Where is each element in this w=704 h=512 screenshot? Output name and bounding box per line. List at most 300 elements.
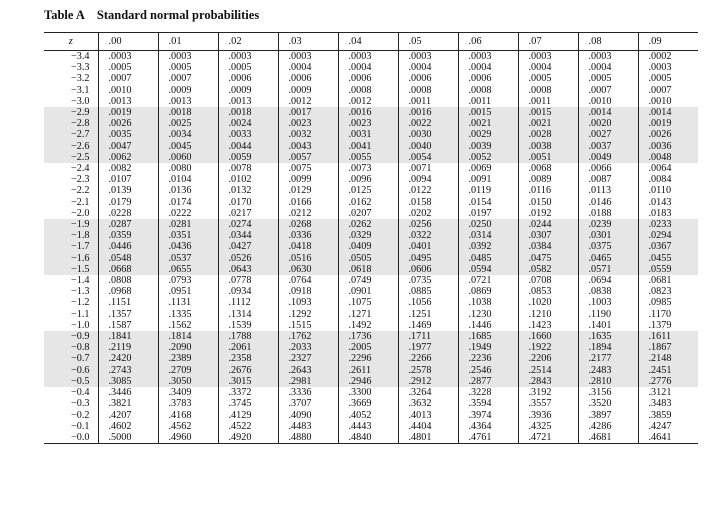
- probability-cell: .0104: [158, 174, 218, 185]
- probability-cell: .1112: [218, 297, 278, 308]
- probability-cell: .0041: [338, 141, 398, 152]
- probability-cell: .1210: [518, 309, 578, 320]
- z-value-cell: −2.4: [71, 163, 90, 175]
- probability-cell: .0010: [98, 85, 158, 96]
- probability-cell: .0475: [518, 253, 578, 264]
- probability-cell: .0008: [398, 85, 458, 96]
- probability-cell: .0823: [638, 286, 698, 297]
- probability-cell: .3156: [578, 387, 638, 398]
- z-value-cell: −1.7: [44, 241, 98, 252]
- probability-cell: .1335: [158, 309, 218, 320]
- probability-cell: .3336: [278, 387, 338, 398]
- probability-cell: .0005: [578, 73, 638, 84]
- z-value-cell: −3.2: [71, 73, 90, 85]
- probability-cell: .0008: [458, 85, 518, 96]
- table-row: [44, 73, 698, 84]
- table-row: [44, 421, 698, 432]
- z-value-cell: −1.4: [71, 275, 90, 287]
- probability-cell: .4325: [518, 421, 578, 432]
- probability-cell: .1131: [158, 297, 218, 308]
- probability-cell: .0071: [398, 163, 458, 174]
- probability-cell: .0023: [338, 118, 398, 129]
- probability-cell: .1922: [518, 342, 578, 353]
- probability-cell: .0005: [158, 62, 218, 73]
- probability-cell: .0170: [218, 197, 278, 208]
- probability-cell: .0021: [458, 118, 518, 129]
- probability-cell: .0055: [338, 152, 398, 163]
- probability-cell: .3409: [158, 387, 218, 398]
- probability-cell: .0559: [638, 264, 698, 275]
- z-value-cell: −2.8: [44, 118, 98, 129]
- table-row: [44, 342, 698, 353]
- column-header: .09: [638, 33, 698, 51]
- probability-cell: .1788: [218, 331, 278, 342]
- probability-cell: .0294: [638, 230, 698, 241]
- probability-cell: .0048: [638, 152, 698, 163]
- probability-cell: .0075: [278, 163, 338, 174]
- probability-cell: .0014: [578, 107, 638, 118]
- probability-cell: .0019: [98, 107, 158, 118]
- probability-cell: .0003: [158, 51, 218, 63]
- probability-cell: .0233: [638, 219, 698, 230]
- probability-cell: .2912: [398, 376, 458, 387]
- z-value-cell: −0.0: [44, 432, 98, 444]
- probability-cell: .3372: [218, 387, 278, 398]
- probability-cell: .0526: [218, 253, 278, 264]
- probability-cell: .4840: [338, 432, 398, 444]
- table-row: [44, 152, 698, 163]
- probability-cell: .0013: [218, 96, 278, 107]
- probability-cell: .2611: [338, 365, 398, 376]
- probability-cell: .0985: [638, 297, 698, 308]
- probability-cell: .0314: [458, 230, 518, 241]
- probability-cell: .3192: [518, 387, 578, 398]
- table-row: [44, 286, 698, 297]
- probability-cell: .1685: [458, 331, 518, 342]
- probability-cell: .0030: [398, 129, 458, 140]
- probability-cell: .3859: [638, 410, 698, 421]
- table-row: [44, 185, 698, 196]
- probability-cell: .0025: [158, 118, 218, 129]
- probability-cell: .0427: [218, 241, 278, 252]
- probability-cell: .0008: [338, 85, 398, 96]
- probability-cell: .3015: [218, 376, 278, 387]
- column-header: .04: [338, 33, 398, 51]
- probability-cell: .0073: [338, 163, 398, 174]
- probability-cell: .0007: [578, 85, 638, 96]
- probability-cell: .0018: [218, 107, 278, 118]
- probability-cell: .0465: [578, 253, 638, 264]
- probability-cell: .1357: [98, 309, 158, 320]
- probability-cell: .2843: [518, 376, 578, 387]
- probability-cell: .0367: [638, 241, 698, 252]
- table-row: [44, 365, 698, 376]
- probability-cell: .2358: [218, 353, 278, 364]
- probability-cell: .1562: [158, 320, 218, 331]
- probability-cell: .0329: [338, 230, 398, 241]
- probability-cell: .0033: [218, 129, 278, 140]
- probability-cell: .2177: [578, 353, 638, 364]
- probability-cell: .0107: [98, 174, 158, 185]
- probability-cell: .0027: [578, 129, 638, 140]
- table-row: [44, 208, 698, 219]
- probability-cell: .0571: [578, 264, 638, 275]
- probability-cell: .0004: [338, 62, 398, 73]
- header-row: [44, 33, 698, 51]
- probability-cell: .1401: [578, 320, 638, 331]
- column-header: .06: [458, 33, 518, 51]
- probability-cell: .3897: [578, 410, 638, 421]
- probability-cell: .0934: [218, 286, 278, 297]
- probability-cell: .0188: [578, 208, 638, 219]
- probability-cell: .3557: [518, 398, 578, 409]
- probability-cell: .0078: [218, 163, 278, 174]
- probability-cell: .0015: [518, 107, 578, 118]
- probability-cell: .0222: [158, 208, 218, 219]
- column-header: .03: [278, 33, 338, 51]
- probability-cell: .0010: [578, 96, 638, 107]
- probability-cell: .1515: [278, 320, 338, 331]
- probability-cell: .0166: [278, 197, 338, 208]
- probability-cell: .1151: [98, 297, 158, 308]
- probability-cell: .3594: [458, 398, 518, 409]
- table-row: [44, 241, 698, 252]
- probability-cell: .0618: [338, 264, 398, 275]
- probability-cell: .4681: [578, 432, 638, 444]
- probability-cell: .0005: [98, 62, 158, 73]
- probability-cell: .2810: [578, 376, 638, 387]
- z-value-cell: −0.9: [44, 331, 98, 342]
- probability-cell: .1635: [578, 331, 638, 342]
- probability-cell: .3446: [98, 387, 158, 398]
- probability-cell: .2420: [98, 353, 158, 364]
- probability-cell: .0060: [158, 152, 218, 163]
- table-row: [44, 297, 698, 308]
- z-value-cell: −1.6: [44, 253, 98, 264]
- probability-cell: .4522: [218, 421, 278, 432]
- probability-cell: .0016: [338, 107, 398, 118]
- probability-cell: .3121: [638, 387, 698, 398]
- probability-cell: .0968: [98, 286, 158, 297]
- probability-cell: .1020: [518, 297, 578, 308]
- probability-cell: .0007: [638, 85, 698, 96]
- probability-cell: .0287: [98, 219, 158, 230]
- probability-cell: .0392: [458, 241, 518, 252]
- probability-cell: .1894: [578, 342, 638, 353]
- probability-cell: .2643: [278, 365, 338, 376]
- probability-cell: .0721: [458, 275, 518, 286]
- probability-cell: .0250: [458, 219, 518, 230]
- probability-cell: .1711: [398, 331, 458, 342]
- probability-cell: .0057: [278, 152, 338, 163]
- probability-cell: .0154: [458, 197, 518, 208]
- probability-cell: .3264: [398, 387, 458, 398]
- probability-cell: .0096: [338, 174, 398, 185]
- column-header: .08: [578, 33, 638, 51]
- probability-cell: .0004: [518, 62, 578, 73]
- probability-cell: .0014: [638, 107, 698, 118]
- probability-cell: .0197: [458, 208, 518, 219]
- probability-cell: .0336: [278, 230, 338, 241]
- probability-cell: .0207: [338, 208, 398, 219]
- probability-cell: .1056: [398, 297, 458, 308]
- probability-cell: .0244: [518, 219, 578, 230]
- probability-cell: .0035: [98, 129, 158, 140]
- probability-cell: .0022: [398, 118, 458, 129]
- probability-cell: .0044: [218, 141, 278, 152]
- probability-cell: .0032: [278, 129, 338, 140]
- probability-cell: .0351: [158, 230, 218, 241]
- probability-cell: .0003: [98, 51, 158, 63]
- probability-cell: .0099: [278, 174, 338, 185]
- probability-cell: .2327: [278, 353, 338, 364]
- z-value-cell: −0.8: [44, 342, 98, 353]
- probability-cell: .0043: [278, 141, 338, 152]
- probability-cell: .0004: [278, 62, 338, 73]
- probability-cell: .1230: [458, 309, 518, 320]
- probability-cell: .2743: [98, 365, 158, 376]
- probability-cell: .4641: [638, 432, 698, 444]
- probability-cell: .3050: [158, 376, 218, 387]
- probability-cell: .0034: [158, 129, 218, 140]
- probability-cell: .0418: [278, 241, 338, 252]
- z-value-cell: −0.1: [71, 420, 90, 432]
- probability-cell: .0446: [98, 241, 158, 252]
- probability-cell: .0606: [398, 264, 458, 275]
- probability-cell: .1660: [518, 331, 578, 342]
- probability-cell: .0031: [338, 129, 398, 140]
- z-value-cell: −1.2: [71, 297, 90, 309]
- probability-cell: .2061: [218, 342, 278, 353]
- probability-cell: .0009: [218, 85, 278, 96]
- probability-cell: .2981: [278, 376, 338, 387]
- probability-cell: .1469: [398, 320, 458, 331]
- probability-cell: .0778: [218, 275, 278, 286]
- probability-cell: .1379: [638, 320, 698, 331]
- table-body: [44, 51, 698, 444]
- probability-cell: .3300: [338, 387, 398, 398]
- probability-cell: .4404: [398, 421, 458, 432]
- probability-cell: .0020: [578, 118, 638, 129]
- probability-cell: .0003: [338, 51, 398, 63]
- probability-cell: .4483: [278, 421, 338, 432]
- probability-cell: .0129: [278, 185, 338, 196]
- probability-cell: .0015: [458, 107, 518, 118]
- probability-cell: .0054: [398, 152, 458, 163]
- probability-cell: .0006: [458, 73, 518, 84]
- probability-cell: .0485: [458, 253, 518, 264]
- table-row: [44, 410, 698, 421]
- column-header: .02: [218, 33, 278, 51]
- probability-cell: .0136: [158, 185, 218, 196]
- probability-cell: .3936: [518, 410, 578, 421]
- probability-cell: .0401: [398, 241, 458, 252]
- probability-cell: .1271: [338, 309, 398, 320]
- probability-cell: .0179: [98, 197, 158, 208]
- table-row: [44, 432, 698, 444]
- probability-cell: .0869: [458, 286, 518, 297]
- table-title: [44, 8, 259, 23]
- probability-cell: .4721: [518, 432, 578, 444]
- probability-cell: .0301: [578, 230, 638, 241]
- z-value-cell: −0.4: [71, 387, 90, 399]
- probability-cell: .0045: [158, 141, 218, 152]
- probability-cell: .0119: [458, 185, 518, 196]
- probability-cell: .3483: [638, 398, 698, 409]
- probability-cell: .0537: [158, 253, 218, 264]
- table-row: [44, 85, 698, 96]
- probability-cell: .0069: [458, 163, 518, 174]
- probability-cell: .0009: [158, 85, 218, 96]
- probability-cell: .0051: [518, 152, 578, 163]
- probability-cell: .0143: [638, 197, 698, 208]
- probability-cell: .0582: [518, 264, 578, 275]
- probability-cell: .0122: [398, 185, 458, 196]
- probability-cell: .5000: [98, 432, 158, 444]
- probability-cell: .0068: [518, 163, 578, 174]
- probability-cell: .0262: [338, 219, 398, 230]
- table-label: Table A: [44, 8, 85, 22]
- z-value-cell: −2.6: [44, 141, 98, 152]
- probability-cell: .4207: [98, 410, 158, 421]
- z-value-cell: −2.1: [71, 196, 90, 208]
- probability-cell: .0116: [518, 185, 578, 196]
- probability-cell: .2946: [338, 376, 398, 387]
- probability-cell: .0409: [338, 241, 398, 252]
- probability-cell: .0012: [338, 96, 398, 107]
- probability-cell: .0694: [578, 275, 638, 286]
- probability-cell: .0764: [278, 275, 338, 286]
- z-value-cell: −0.7: [44, 353, 98, 364]
- table-row: [44, 141, 698, 152]
- probability-cell: .2005: [338, 342, 398, 353]
- probability-cell: .0594: [458, 264, 518, 275]
- column-header: .00: [98, 33, 158, 51]
- probability-cell: .3821: [98, 398, 158, 409]
- probability-cell: .3707: [278, 398, 338, 409]
- probability-cell: .0708: [518, 275, 578, 286]
- probability-cell: .3783: [158, 398, 218, 409]
- table-row: [44, 163, 698, 174]
- probability-cell: .1038: [458, 297, 518, 308]
- probability-cell: .0146: [578, 197, 638, 208]
- probability-cell: .1611: [638, 331, 698, 342]
- probability-cell: .0005: [518, 73, 578, 84]
- probability-cell: .0793: [158, 275, 218, 286]
- probability-cell: .0548: [98, 253, 158, 264]
- probability-cell: .0436: [158, 241, 218, 252]
- probability-cell: .1762: [278, 331, 338, 342]
- probability-cell: .0885: [398, 286, 458, 297]
- probability-cell: .4090: [278, 410, 338, 421]
- probability-cell: .0102: [218, 174, 278, 185]
- probability-cell: .0268: [278, 219, 338, 230]
- z-value-cell: −1.9: [44, 219, 98, 230]
- table-row: [44, 331, 698, 342]
- probability-cell: .1814: [158, 331, 218, 342]
- probability-cell: .0132: [218, 185, 278, 196]
- probability-cell: .0918: [278, 286, 338, 297]
- column-header: .07: [518, 33, 578, 51]
- probability-cell: .0052: [458, 152, 518, 163]
- probability-cell: .0011: [398, 96, 458, 107]
- probability-cell: .2266: [398, 353, 458, 364]
- probability-cell: .4880: [278, 432, 338, 444]
- probability-cell: .0059: [218, 152, 278, 163]
- table-row: [44, 219, 698, 230]
- probability-cell: .4801: [398, 432, 458, 444]
- probability-cell: .1841: [98, 331, 158, 342]
- table-row: [44, 309, 698, 320]
- probability-cell: .0125: [338, 185, 398, 196]
- probability-cell: .2206: [518, 353, 578, 364]
- probability-cell: .2119: [98, 342, 158, 353]
- table-row: [44, 51, 698, 63]
- column-header: .05: [398, 33, 458, 51]
- table-row: [44, 387, 698, 398]
- probability-cell: .1314: [218, 309, 278, 320]
- probability-cell: .0003: [518, 51, 578, 63]
- probability-cell: .0019: [638, 118, 698, 129]
- z-value-cell: −3.4: [71, 51, 90, 62]
- probability-cell: .0359: [98, 230, 158, 241]
- probability-cell: .0307: [518, 230, 578, 241]
- probability-cell: .0455: [638, 253, 698, 264]
- probability-cell: .0089: [518, 174, 578, 185]
- probability-cell: .0003: [218, 51, 278, 63]
- table-row: [44, 230, 698, 241]
- probability-cell: .0749: [338, 275, 398, 286]
- probability-cell: .2236: [458, 353, 518, 364]
- probability-cell: .0023: [278, 118, 338, 129]
- probability-cell: .0643: [218, 264, 278, 275]
- probability-cell: .0091: [458, 174, 518, 185]
- probability-cell: .0951: [158, 286, 218, 297]
- column-header-z: z: [44, 33, 98, 51]
- table-row: [44, 320, 698, 331]
- probability-cell: .0006: [338, 73, 398, 84]
- probability-cell: .0668: [98, 264, 158, 275]
- table-subtitle: Standard normal probabilities: [96, 8, 260, 22]
- table-row: [44, 174, 698, 185]
- probability-cell: .0082: [98, 163, 158, 174]
- probability-cell: .4013: [398, 410, 458, 421]
- probability-cell: .2514: [518, 365, 578, 376]
- probability-cell: .1190: [578, 309, 638, 320]
- probability-cell: .1003: [578, 297, 638, 308]
- z-value-cell: −1.0: [71, 319, 90, 331]
- probability-cell: .3669: [338, 398, 398, 409]
- z-value-cell: −1.5: [44, 264, 98, 275]
- table-row: [44, 62, 698, 73]
- probability-cell: .1093: [278, 297, 338, 308]
- probability-cell: .1977: [398, 342, 458, 353]
- probability-cell: .0516: [278, 253, 338, 264]
- probability-cell: .4286: [578, 421, 638, 432]
- probability-cell: .2676: [218, 365, 278, 376]
- probability-cell: .0011: [458, 96, 518, 107]
- z-value-cell: −2.3: [71, 174, 90, 186]
- probability-cell: .0630: [278, 264, 338, 275]
- probability-cell: .2578: [398, 365, 458, 376]
- normal-probability-table: [44, 32, 698, 444]
- probability-cell: .1492: [338, 320, 398, 331]
- probability-cell: .4761: [458, 432, 518, 444]
- probability-cell: .1446: [458, 320, 518, 331]
- table-row: [44, 398, 698, 409]
- probability-cell: .0158: [398, 197, 458, 208]
- probability-cell: .0003: [278, 51, 338, 63]
